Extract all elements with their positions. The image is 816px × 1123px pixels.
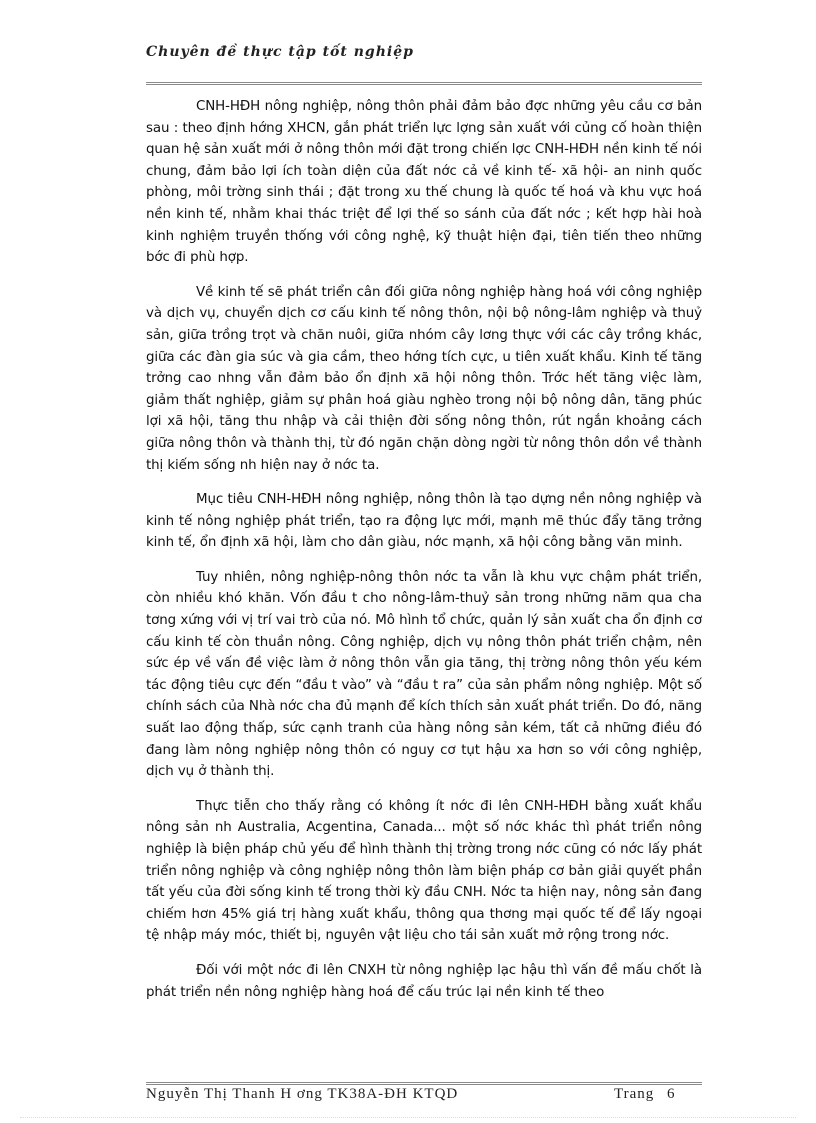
paragraph-4: Tuy nhiên, nông nghiệp-nông thôn nớc ta vẫn là khu vực chậm phát triển, còn nhiều khó khăn. Vốn đầu t cho nông-lâm-thuỷ sản trong những năm qua cha tơng xứng với vị trí vai trò của nó. Mô hình tổ chức, quản lý sản xuất cha ổn định cơ cấu kinh tế còn thuần nông. Công nghiệp, dịch vụ nông thôn phát triển chậm, nên sức ép về vấn đề việc làm ở nông thôn vẫn gia tăng, thị trờng nông thôn yếu kém tác động tiêu cực đến “đầu t vào” và “đầu t ra” của sản phẩm nông nghiệp. Một số chính sách của Nhà nớc cha đủ mạnh để kích thích sản xuất phát triển. Do đó, năng suất lao động thấp, sức cạnh tranh của hàng nông sản kém, tất cả những điều đó đang làm nông nghiệp nông thôn có nguy cơ tụt hậu xa hơn so với công nghiệp, dịch vụ ở thành thị.	[146, 569, 702, 780]
paragraph-1: CNH-HĐH nông nghiệp, nông thôn phải đảm bảo đợc những yêu cầu cơ bản sau : theo định hớng XHCN, gắn phát triển lực lợng sản xuất với củng cố hoàn thiện quan hệ sản xuất mới ở nông thôn mới đặt trong chiến lợc CNH-HĐH nền kinh tế nói chung, đảm bảo lợi ích toàn diện của đất nớc cả về kinh tế- xã hội- an ninh quốc phòng, môi trờng sinh thái ; đặt trong xu thế chung là quốc tế hoá và khu vực hoá nền kinh tế, nhằm khai thác triệt để lợi thế so sánh của đất nớc ; kết hợp hài hoà kinh nghiệm truyền thống với công nghệ, kỹ thuật hiện đại, tiên tiến theo những bớc đi phù hợp.	[146, 99, 702, 266]
paragraph-5: Thực tiễn cho thấy rằng có không ít nớc đi lên CNH-HĐH bằng xuất khẩu nông sản nh Australia, Acgentina, Canada... một số nớc khác thì phát triển nông nghiệp là biện pháp chủ yếu để hình thành thị trờng trong nớc cũng có nớc lấy phát triển nông nghiệp và công nghiệp nông thôn làm biện pháp cơ bản giải quyết phần tất yếu của đời sống kinh tế trong thời kỳ đầu CNH. Nớc ta hiện nay, nông sản đang chiếm hơn 45% giá trị hàng xuất khẩu, thông qua thơng mại quốc tế để lấy ngoại tệ nhập máy móc, thiết bị, nguyên vật liệu cho tái sản xuất mở rộng trong nớc.	[146, 798, 702, 944]
page-number: 6	[667, 1086, 676, 1102]
paragraph-6: Đối với một nớc đi lên CNXH từ nông nghiệp lạc hậu thì vấn đề mấu chốt là phát triển nền nông nghiệp hàng hoá để cấu trúc lại nền kinh tế theo	[146, 962, 702, 1000]
paragraph-3: Mục tiêu CNH-HĐH nông nghiệp, nông thôn là tạo dựng nền nông nghiệp và kinh tế nông nghiệp phát triển, tạo ra động lực mới, mạnh mẽ thúc đẩy tăng trởng kinh tế, ổn định xã hội, làm cho dân giàu, nớc mạnh, xã hội công bằng văn minh.	[146, 492, 702, 551]
page-header-title: Chuyên đề thực tập tốt nghiệp	[146, 44, 414, 60]
header-rule	[146, 82, 702, 85]
page-footer	[146, 1086, 702, 1103]
page-label: Trang	[614, 1086, 655, 1102]
footer-author: Nguyễn Thị Thanh H ơng TK38A-ĐH KTQD	[146, 1086, 459, 1102]
page-bottom-edge	[20, 1117, 796, 1118]
paragraph-2: Về kinh tế sẽ phát triển cân đối giữa nông nghiệp hàng hoá với công nghiệp và dịch vụ, chuyển dịch cơ cấu kinh tế nông thôn, nội bộ nông-lâm nghiệp và thuỷ sản, giữa trồng trọt và chăn nuôi, giữa nhóm cây lơng thực với các cây trồng khác, giữa các đàn gia súc và gia cầm, theo hớng tích cực, u tiên xuất khẩu. Kinh tế tăng trởng cao nhng vẫn đảm bảo ổn định xã hội nông thôn. Trớc hết tăng việc làm, giảm thất nghiệp, giảm sự phân hoá giàu nghèo trong nội bộ nông dân, tăng phúc lợi xã hội, tăng thu nhập và cải thiện đời sống nông thôn, rút ngắn khoảng cách giữa nông thôn và thành thị, từ đó ngăn chặn dòng ngời từ nông thôn dồn về thành thị kiếm sống nh hiện nay ở nớc ta.	[146, 284, 702, 473]
document-body	[146, 96, 702, 1016]
footer-rule	[146, 1082, 702, 1085]
page-number-block	[614, 1086, 676, 1103]
